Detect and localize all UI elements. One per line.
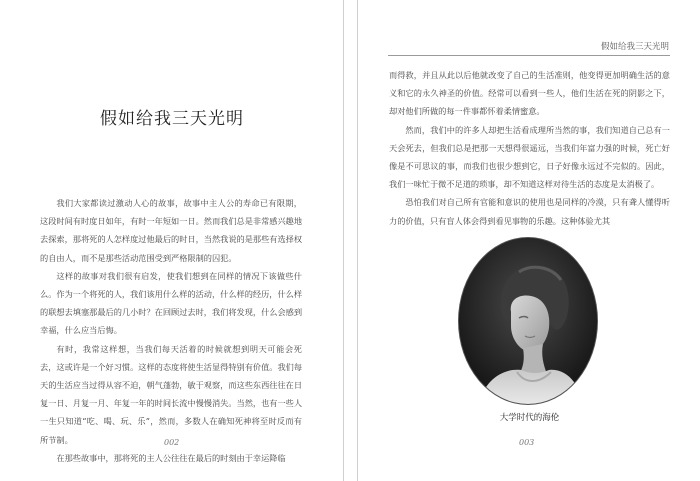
left-page-number: 002 xyxy=(164,438,180,447)
left-paragraph-2: 这样的故事对我们很有启发，使我们想到在同样的情况下该做些什么。作为一个将死的人，我们该用什么样的活动，什么样的经历，什么样的联想去填塞那最后的几小时？在回顾过去时，我们将发现，什么会感到幸福，什么应当后悔。 xyxy=(40,270,303,336)
left-page xyxy=(0,0,344,481)
right-paragraph-3: 恐怕我们对自己所有官能和意识的使用也是同样的冷漠，只有聋人懂得听力的价值，只有盲人体会得到看见事物的乐趣。这种体验尤其 xyxy=(389,197,670,226)
portrait-illustration xyxy=(459,238,597,404)
left-paragraph-4: 在那些故事中，那将死的主人公往往在最后的时刻由于幸运降临 xyxy=(56,452,286,463)
chapter-title: 假如给我三天光明 xyxy=(100,109,244,129)
header-rule xyxy=(388,55,670,56)
running-header: 假如给我三天光明 xyxy=(600,42,669,52)
right-paragraph-2: 然而，我们中的许多人却把生活看成理所当然的事，我们知道自己总有一天会死去，但我们总是把那一天想得很遥远，当我们年富力强的时候，死亡好像是不可思议的事，而我们也很少想到它，日子好像永远过不完似的。因此，我们一味忙于微不足道的琐事，却不知道这样对待生活的态度是太消极了。 xyxy=(389,124,670,190)
left-paragraph-1: 我们大家都读过激动人心的故事，故事中主人公的寿命已有限期，这段时间有时度日如年，有时一年短如一日。然而我们总是非常感兴趣地去探索，那将死的人怎样度过他最后的时日，当然我说的是那些有选择权的自由人，而不是那些活动范围受到严格限制的囚犯。 xyxy=(40,198,303,263)
left-body-text xyxy=(40,194,302,467)
right-page-number: 003 xyxy=(519,438,535,447)
portrait-photo xyxy=(459,238,597,404)
right-page xyxy=(357,0,700,481)
left-paragraph-3: 有时，我常这样想，当我们每天活着的时候就想到明天可能会死去，这或许是一个好习惯。这样的态度将使生活显得特别有价值。我们每天的生活应当过得从容不迫，朝气蓬勃，敏于观察，而这些东西往往在日复一日、月复一月、年复一年的时间长流中慢慢消失。当然，也有一些人一生只知道“吃、喝、玩、乐”，然而，多数人在确知死神将至时反而有所节制。 xyxy=(40,343,303,445)
photo-caption: 大学时代的海伦 xyxy=(499,413,560,423)
right-body-text xyxy=(389,66,670,230)
right-paragraph-1: 而得救，并且从此以后他就改变了自己的生活准则，他变得更加明确生活的意义和它的永久神圣的价值。经常可以看到一些人，他们生活在死的阴影之下，却对他们所做的每一件事都怀着柔情蜜意。 xyxy=(389,70,670,117)
book-gutter xyxy=(344,0,357,481)
